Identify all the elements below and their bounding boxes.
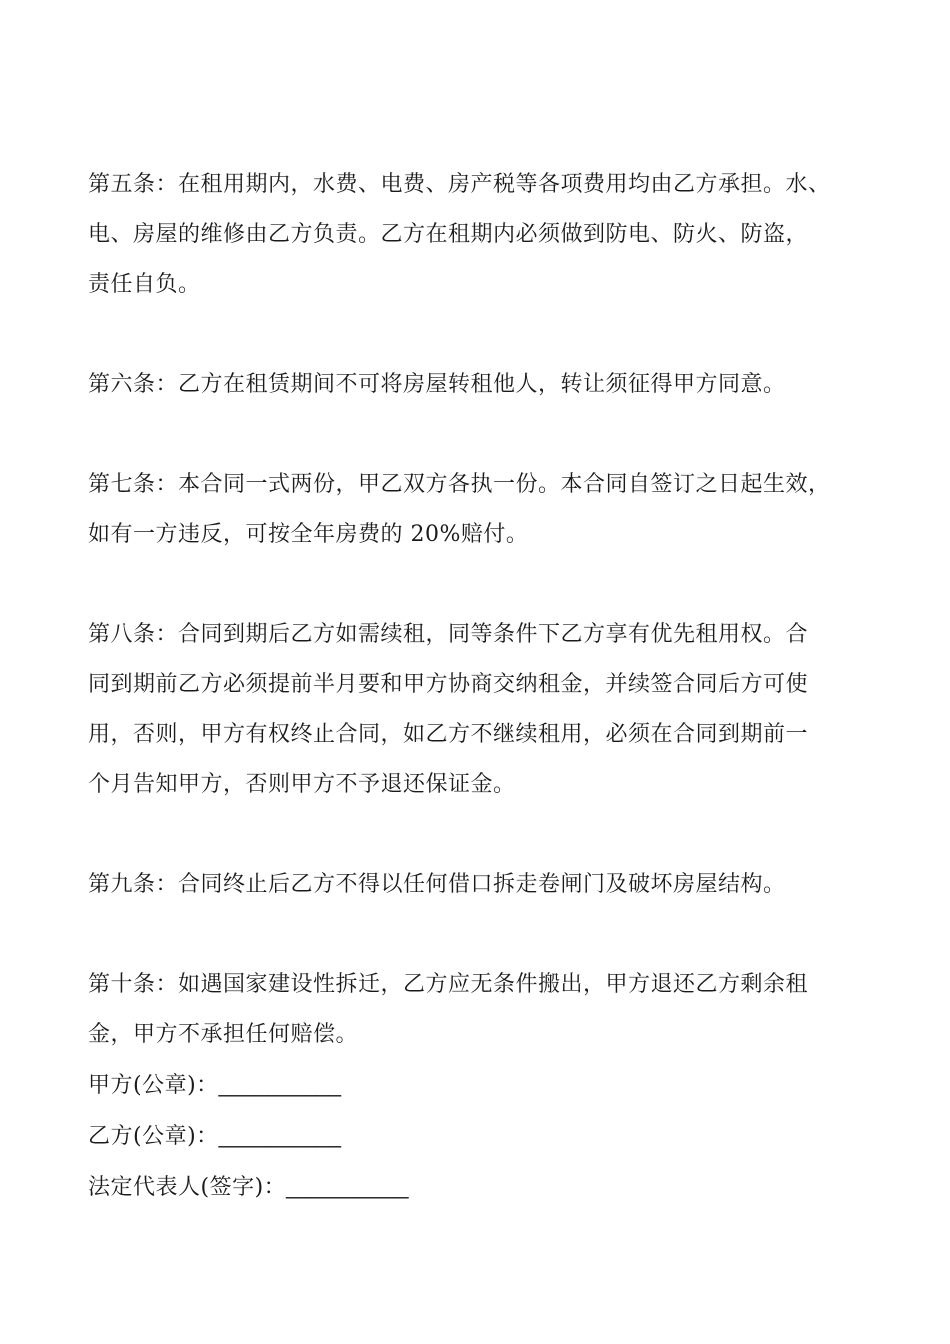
party-a-label: 甲方(公章)： (88, 1073, 219, 1098)
article-10 (88, 960, 888, 1060)
legal-rep-blank[interactable]: __________ (286, 1174, 409, 1199)
article-6 (88, 360, 888, 410)
party-a-blank[interactable]: __________ (218, 1072, 342, 1097)
party-a-signature (88, 1060, 888, 1111)
article-line: 第十条：如遇国家建设性拆迁，乙方应无条件搬出，甲方退还乙方剩余租 (88, 972, 809, 997)
article-line: 第八条：合同到期后乙方如需续租，同等条件下乙方享有优先租用权。合 (88, 622, 809, 647)
article-line: 用，否则，甲方有权终止合同，如乙方不继续租用，必须在合同到期前一 (88, 722, 809, 747)
party-b-label: 乙方(公章)： (88, 1124, 219, 1149)
article-line: 电、房屋的维修由乙方负责。乙方在租期内必须做到防电、防火、防盗， (88, 222, 809, 247)
article-5 (88, 160, 888, 310)
article-line: 个月告知甲方，否则甲方不予退还保证金。 (88, 772, 516, 797)
legal-rep-label: 法定代表人(签字)： (88, 1175, 287, 1200)
party-b-blank[interactable]: __________ (218, 1123, 342, 1148)
article-line: 责任自负。 (88, 272, 201, 297)
legal-rep-signature (88, 1162, 888, 1213)
article-line: 第六条：乙方在租赁期间不可将房屋转租他人，转让须征得甲方同意。 (88, 372, 786, 397)
article-line: 金，甲方不承担任何赔偿。 (88, 1022, 359, 1047)
article-line: 同到期前乙方必须提前半月要和甲方协商交纳租金，并续签合同后方可使 (88, 672, 809, 697)
article-9 (88, 860, 888, 910)
contract-page (88, 160, 888, 1213)
party-b-signature (88, 1111, 888, 1162)
article-line: 第七条：本合同一式两份，甲乙双方各执一份。本合同自签订之日起生效， (88, 472, 831, 497)
article-8 (88, 610, 888, 810)
article-7 (88, 460, 888, 560)
article-line: 第九条：合同终止后乙方不得以任何借口拆走卷闸门及破坏房屋结构。 (88, 872, 786, 897)
article-line: 如有一方违反，可按全年房费的 20%赔付。 (88, 522, 529, 547)
article-line: 第五条：在租用期内，水费、电费、房产税等各项费用均由乙方承担。水、 (88, 172, 831, 197)
